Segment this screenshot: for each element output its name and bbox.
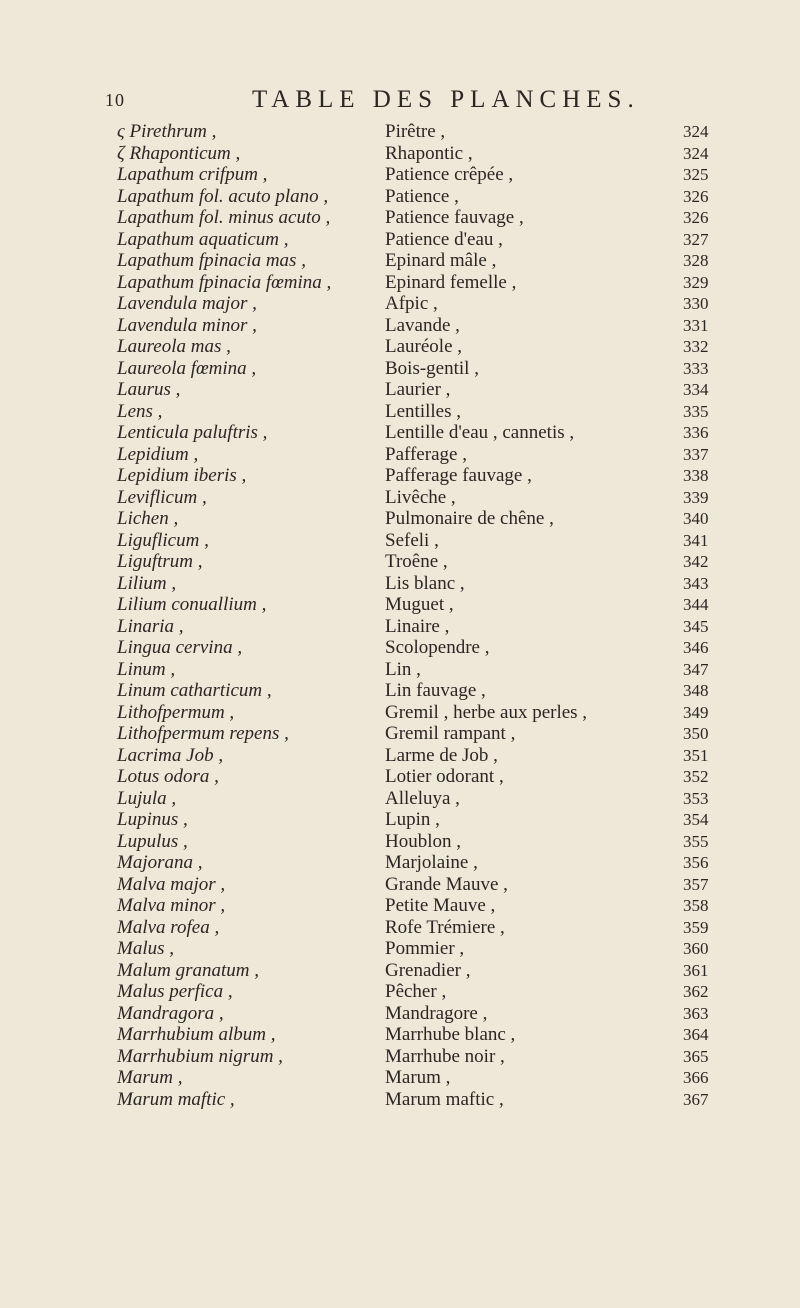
french-name: Pêcher , <box>385 981 447 1002</box>
plate-number: 362 <box>683 982 709 1001</box>
french-name: Patience crêpée , <box>385 164 514 185</box>
plate-number: 344 <box>683 595 709 614</box>
french-name: Lotier odorant , <box>385 766 504 787</box>
index-row <box>0 917 800 939</box>
french-name: Gremil rampant , <box>385 723 516 744</box>
french-name: Epinard femelle , <box>385 271 517 293</box>
index-row <box>0 186 800 208</box>
latin-name: Marrhubium nigrum , <box>117 1045 283 1067</box>
french-name: Livêche , <box>385 486 456 508</box>
latin-name: Mandragora , <box>117 1002 224 1024</box>
latin-name: Lilium , <box>117 572 177 594</box>
index-row <box>0 766 800 788</box>
index-row <box>0 551 800 573</box>
french-name: Pulmonaire de chêne , <box>385 508 554 529</box>
plate-number: 329 <box>683 272 709 292</box>
french-name: Petite Mauve , <box>385 895 496 916</box>
latin-name: ς Pirethrum , <box>117 121 217 142</box>
plate-number: 366 <box>683 1068 709 1087</box>
latin-name: Lens , <box>117 400 163 422</box>
latin-name: Lapathum fol. acuto plano , <box>117 185 329 207</box>
plate-number: 337 <box>683 444 709 464</box>
french-name: Lupin , <box>385 809 440 830</box>
index-row <box>0 852 800 874</box>
plate-number: 363 <box>683 1003 709 1023</box>
french-name: Sefeli , <box>385 529 439 551</box>
latin-name: Laurus , <box>117 379 181 400</box>
french-name: Afpic , <box>385 293 438 314</box>
plate-number: 343 <box>683 573 709 593</box>
index-row <box>0 487 800 509</box>
index-row <box>0 702 800 724</box>
plate-number: 359 <box>683 917 709 937</box>
latin-name: Lepidium , <box>117 443 199 465</box>
plate-number: 367 <box>683 1089 709 1109</box>
index-row <box>0 444 800 466</box>
index-row <box>0 207 800 229</box>
page-header <box>0 86 800 116</box>
latin-name: Malus perfica , <box>117 981 233 1002</box>
plate-number: 325 <box>683 165 709 184</box>
plate-number: 357 <box>683 874 709 894</box>
french-name: Lavande , <box>385 314 460 336</box>
index-row <box>0 809 800 831</box>
index-row <box>0 659 800 681</box>
french-name: Lentille d'eau , cannetis , <box>385 422 575 443</box>
french-name: Pafferage , <box>385 443 467 465</box>
index-row <box>0 1024 800 1046</box>
plate-number: 335 <box>683 401 709 421</box>
latin-name: Marrhubium album , <box>117 1024 276 1045</box>
french-name: Lin fauvage , <box>385 680 486 701</box>
index-row <box>0 229 800 251</box>
french-name: Marum , <box>385 1067 451 1088</box>
latin-name: Marum , <box>117 1067 183 1088</box>
plate-number: 331 <box>683 315 709 335</box>
plate-number: 334 <box>683 380 709 399</box>
latin-name: Liguflicum , <box>117 529 209 551</box>
plate-number: 324 <box>683 143 709 163</box>
french-name: Patience d'eau , <box>385 228 503 250</box>
index-row <box>0 465 800 487</box>
latin-name: Linum , <box>117 658 176 680</box>
plate-number: 351 <box>683 745 709 765</box>
plate-number: 338 <box>683 466 709 485</box>
index-row <box>0 272 800 294</box>
plate-number: 328 <box>683 251 709 270</box>
latin-name: Malum granatum , <box>117 959 259 981</box>
plate-number: 364 <box>683 1025 709 1044</box>
plate-number: 348 <box>683 681 709 700</box>
french-name: Muguet , <box>385 594 454 615</box>
french-name: Alleluya , <box>385 787 460 809</box>
french-name: Scolopendre , <box>385 637 490 658</box>
french-name: Rhapontic , <box>385 142 473 164</box>
latin-name: Malus , <box>117 938 174 959</box>
index-row <box>0 723 800 745</box>
plate-number: 349 <box>683 702 709 722</box>
french-name: Mandragore , <box>385 1002 488 1024</box>
plates-index-table <box>0 121 800 1110</box>
index-row <box>0 530 800 552</box>
index-row <box>0 1067 800 1089</box>
latin-name: Marum maftic , <box>117 1088 235 1110</box>
index-row <box>0 121 800 143</box>
latin-name: Lupulus , <box>117 830 188 852</box>
page-number: 10 <box>105 90 125 110</box>
french-name: Larme de Job , <box>385 744 498 766</box>
french-name: Marum maftic , <box>385 1088 504 1110</box>
plate-number: 326 <box>683 208 709 227</box>
latin-name: Lapathum fpinacia fœmina , <box>117 271 332 293</box>
latin-name: Lavendula major , <box>117 293 257 314</box>
latin-name: Linum catharticum , <box>117 680 272 701</box>
latin-name: Lapathum fol. minus acuto , <box>117 207 331 228</box>
plate-number: 361 <box>683 960 709 980</box>
french-name: Pommier , <box>385 938 465 959</box>
plate-number: 340 <box>683 509 709 528</box>
french-name: Patience fauvage , <box>385 207 524 228</box>
french-name: Pirêtre , <box>385 121 446 142</box>
latin-name: Lingua cervina , <box>117 637 243 658</box>
index-row <box>0 508 800 530</box>
index-row <box>0 1046 800 1068</box>
plate-number: 360 <box>683 939 709 958</box>
plate-number: 345 <box>683 616 709 636</box>
french-name: Marrhube noir , <box>385 1045 505 1067</box>
french-name: Troêne , <box>385 551 448 572</box>
index-row <box>0 745 800 767</box>
french-name: Patience , <box>385 185 459 207</box>
plate-number: 347 <box>683 659 709 679</box>
latin-name: Lichen , <box>117 508 179 529</box>
index-row <box>0 960 800 982</box>
index-row <box>0 831 800 853</box>
index-row <box>0 379 800 401</box>
plate-number: 324 <box>683 122 709 141</box>
index-row <box>0 895 800 917</box>
index-row <box>0 1003 800 1025</box>
plate-number: 333 <box>683 358 709 378</box>
latin-name: Lepidium iberis , <box>117 465 247 486</box>
index-row <box>0 293 800 315</box>
plate-number: 346 <box>683 638 709 657</box>
index-row <box>0 336 800 358</box>
plate-number: 326 <box>683 186 709 206</box>
index-row <box>0 616 800 638</box>
latin-name: Lujula , <box>117 787 177 809</box>
latin-name: Malva major , <box>117 873 226 895</box>
index-row <box>0 981 800 1003</box>
latin-name: Liguftrum , <box>117 551 203 572</box>
index-row <box>0 315 800 337</box>
latin-name: Malva rofea , <box>117 916 220 938</box>
french-name: Lentilles , <box>385 400 461 422</box>
plate-number: 354 <box>683 810 709 829</box>
french-name: Lin , <box>385 658 421 680</box>
latin-name: Lapathum aquaticum , <box>117 228 289 250</box>
french-name: Marjolaine , <box>385 852 478 873</box>
index-row <box>0 164 800 186</box>
running-title: TABLE DES PLANCHES. <box>252 86 640 113</box>
plate-number: 356 <box>683 853 709 872</box>
latin-name: Lupinus , <box>117 809 188 830</box>
french-name: Houblon , <box>385 830 461 852</box>
plate-number: 365 <box>683 1046 709 1066</box>
french-name: Marrhube blanc , <box>385 1024 516 1045</box>
latin-name: Lithofpermum repens , <box>117 723 289 744</box>
plate-number: 327 <box>683 229 709 249</box>
plate-number: 339 <box>683 487 709 507</box>
index-row <box>0 573 800 595</box>
plate-number: 341 <box>683 530 709 550</box>
index-row <box>0 1089 800 1111</box>
latin-name: Lilium conuallium , <box>117 594 267 615</box>
index-row <box>0 143 800 165</box>
latin-name: Lotus odora , <box>117 766 219 787</box>
latin-name: Malva minor , <box>117 895 226 916</box>
index-row <box>0 874 800 896</box>
french-name: Gremil , herbe aux perles , <box>385 701 588 723</box>
latin-name: Lavendula minor , <box>117 314 257 336</box>
plate-number: 350 <box>683 724 709 743</box>
index-row <box>0 788 800 810</box>
french-name: Bois-gentil , <box>385 357 479 379</box>
plate-number: 358 <box>683 896 709 915</box>
index-row <box>0 637 800 659</box>
index-row <box>0 938 800 960</box>
index-row <box>0 401 800 423</box>
index-row <box>0 422 800 444</box>
latin-name: Lacrima Job , <box>117 744 224 766</box>
plate-number: 342 <box>683 552 709 571</box>
french-name: Epinard mâle , <box>385 250 497 271</box>
french-name: Laurier , <box>385 379 451 400</box>
latin-name: Lenticula paluftris , <box>117 422 268 443</box>
plate-number: 355 <box>683 831 709 851</box>
french-name: Lis blanc , <box>385 572 465 594</box>
latin-name: Linaria , <box>117 615 184 637</box>
plate-number: 330 <box>683 294 709 313</box>
french-name: Lauréole , <box>385 336 463 357</box>
index-row <box>0 680 800 702</box>
index-row <box>0 594 800 616</box>
index-row <box>0 250 800 272</box>
french-name: Pafferage fauvage , <box>385 465 532 486</box>
french-name: Linaire , <box>385 615 450 637</box>
latin-name: Lapathum crifpum , <box>117 164 268 185</box>
latin-name: Leviflicum , <box>117 486 207 508</box>
index-row <box>0 358 800 380</box>
latin-name: ζ Rhaponticum , <box>117 142 241 164</box>
plate-number: 336 <box>683 423 709 442</box>
french-name: Grande Mauve , <box>385 873 508 895</box>
plate-number: 352 <box>683 767 709 786</box>
french-name: Grenadier , <box>385 959 471 981</box>
latin-name: Lapathum fpinacia mas , <box>117 250 306 271</box>
latin-name: Majorana , <box>117 852 203 873</box>
french-name: Rofe Trémiere , <box>385 916 505 938</box>
latin-name: Laureola fœmina , <box>117 357 257 379</box>
latin-name: Lithofpermum , <box>117 701 235 723</box>
plate-number: 332 <box>683 337 709 356</box>
plate-number: 353 <box>683 788 709 808</box>
latin-name: Laureola mas , <box>117 336 231 357</box>
